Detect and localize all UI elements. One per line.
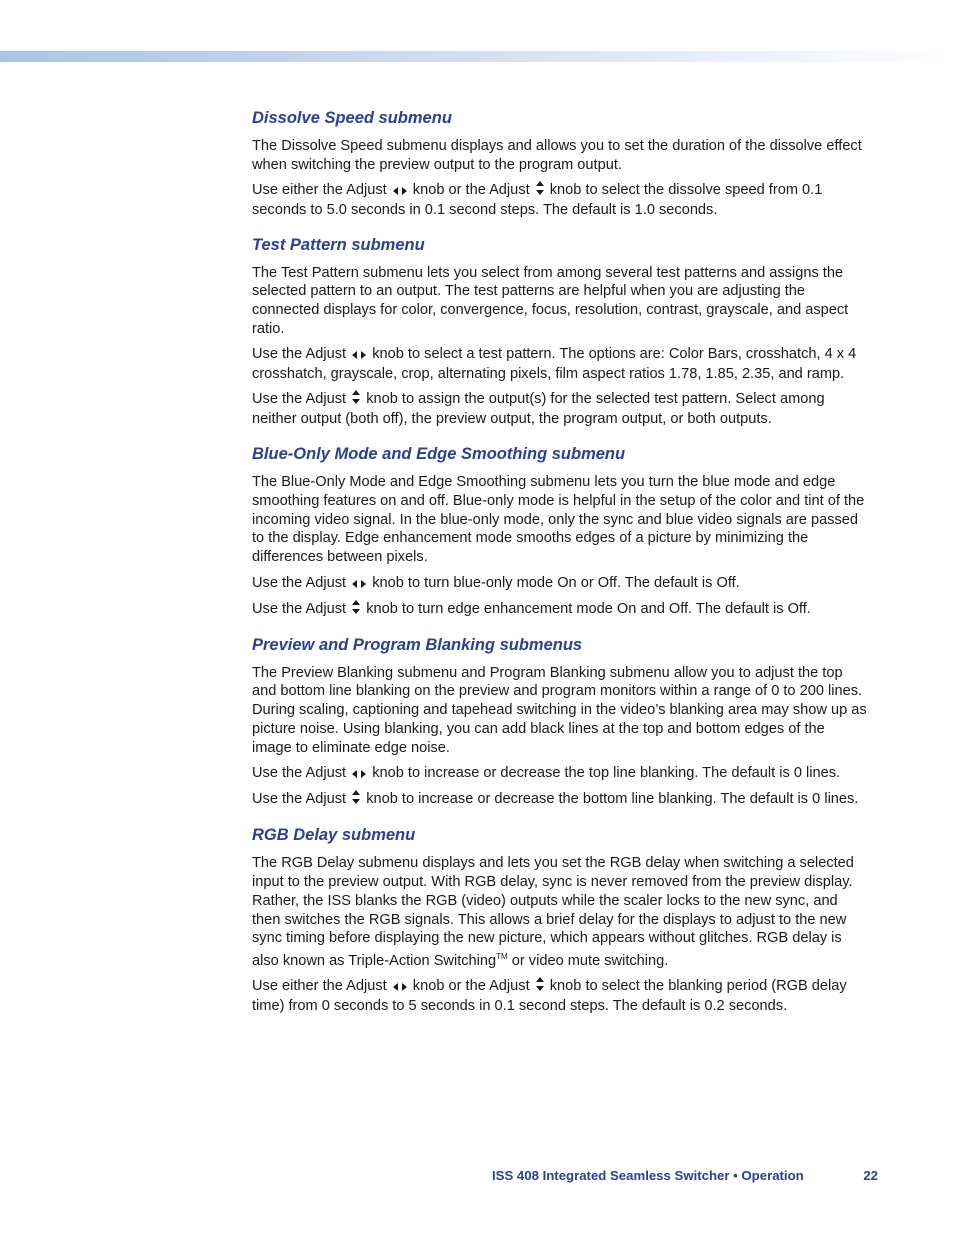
section-rgb-delay [252, 824, 868, 1016]
page-footer [492, 1168, 878, 1183]
paragraph: Use the Adjust knob to increase or decrease the bottom line blanking. The default is 0 lines. [252, 790, 868, 810]
section-test-pattern [252, 234, 868, 429]
adjust-vertical-icon [536, 181, 544, 201]
page-number: 22 [863, 1168, 878, 1183]
header-gradient-bar [0, 51, 954, 62]
adjust-horizontal-icon [352, 575, 366, 594]
section-heading: Dissolve Speed submenu [252, 109, 452, 127]
paragraph: The Preview Blanking submenu and Program Blanking submenu allow you to adjust the top and bottom line blanking on the preview and program monitors within a range of 0 to 200 lines. During scaling, captioning and tapehead switching in the video’s blanking area may show up as picture noise. Using blanking, you can add black lines at the top and bottom edges of the image to eliminate edge noise. [252, 664, 867, 756]
adjust-vertical-icon [352, 790, 360, 810]
section-heading: Blue-Only Mode and Edge Smoothing submenu [252, 445, 626, 464]
section-heading: RGB Delay submenu [252, 826, 416, 845]
adjust-horizontal-icon [352, 765, 366, 784]
paragraph: The Blue-Only Mode and Edge Smoothing submenu lets you turn the blue mode and edge smoothing features on and off. Blue-only mode is helpful in the setup of the color and tint of the incoming video signal. In the blue-only mode, only the sync and blue video signals are passed to the display. Edge enhancement mode smooths edges of a picture by minimizing the differences between pixels. [252, 474, 865, 566]
paragraph: Use the Adjust knob to select a test pattern. The options are: Color Bars, crosshatch, 4 x 4 crosshatch, grayscale, crop, alternating pixels, film aspect ratios 1.78, 1.85, 2.35, and ramp. [252, 346, 857, 383]
paragraph: Use either the Adjust knob or the Adjust knob to select the dissolve speed from 0.1 seconds to 5.0 seconds in 0.1 second steps. The default is 1.0 seconds. [252, 182, 823, 218]
paragraph: Use the Adjust knob to assign the output(s) for the selected test pattern. Select among neither output (both off), the preview output, the program output, or both outputs. [252, 391, 825, 428]
paragraph: Use the Adjust knob to turn edge enhancement mode On and Off. The default is Off. [252, 600, 868, 620]
adjust-horizontal-icon [393, 182, 407, 201]
footer-title: ISS 408 Integrated Seamless Switcher • Operation [492, 1168, 804, 1183]
paragraph: Use the Adjust knob to increase or decrease the top line blanking. The default is 0 lines. [252, 764, 868, 784]
paragraph: Use the Adjust knob to turn blue-only mode On or Off. The default is Off. [252, 574, 868, 594]
adjust-horizontal-icon [393, 978, 407, 997]
section-heading: Preview and Program Blanking submenus [252, 635, 583, 654]
paragraph: Use either the Adjust knob or the Adjust knob to select the blanking period (RGB delay time) from 0 seconds to 5 seconds in 0.1 second steps. The default is 0.2 seconds. [252, 978, 847, 1015]
adjust-horizontal-icon [352, 346, 366, 365]
paragraph: The Dissolve Speed submenu displays and allows you to set the duration of the dissolve effect when switching the preview output to the program output. [252, 138, 862, 173]
adjust-vertical-icon [352, 390, 360, 410]
paragraph: The Test Pattern submenu lets you select from among several test patterns and assigns the selected pattern to an output. The test patterns are helpful when you are adjusting the connected displays for color, convergence, focus, resolution, contrast, grayscale, and aspect ratio. [252, 264, 849, 338]
section-blanking [252, 634, 868, 811]
page-content [252, 107, 868, 1030]
section-blue-only-mode [252, 443, 868, 620]
section-heading: Test Pattern submenu [252, 235, 425, 254]
section-dissolve-speed [252, 107, 868, 220]
adjust-vertical-icon [536, 977, 544, 997]
trademark-symbol: TM [496, 952, 508, 962]
adjust-vertical-icon [352, 600, 360, 620]
paragraph: The RGB Delay submenu displays and lets you set the RGB delay when switching a selected input to the preview output. With RGB delay, sync is never removed from the preview display. Rather, the ISS blanks the RGB (video) outputs while the scaler locks to the new sync, and then switches the RGB signals. This allows a brief delay for the displays to adjust to the new sync timing before displaying the new picture, which appears without glitches. RGB delay is also known as Triple-Action Switching™ or video mute switching. [252, 855, 854, 970]
